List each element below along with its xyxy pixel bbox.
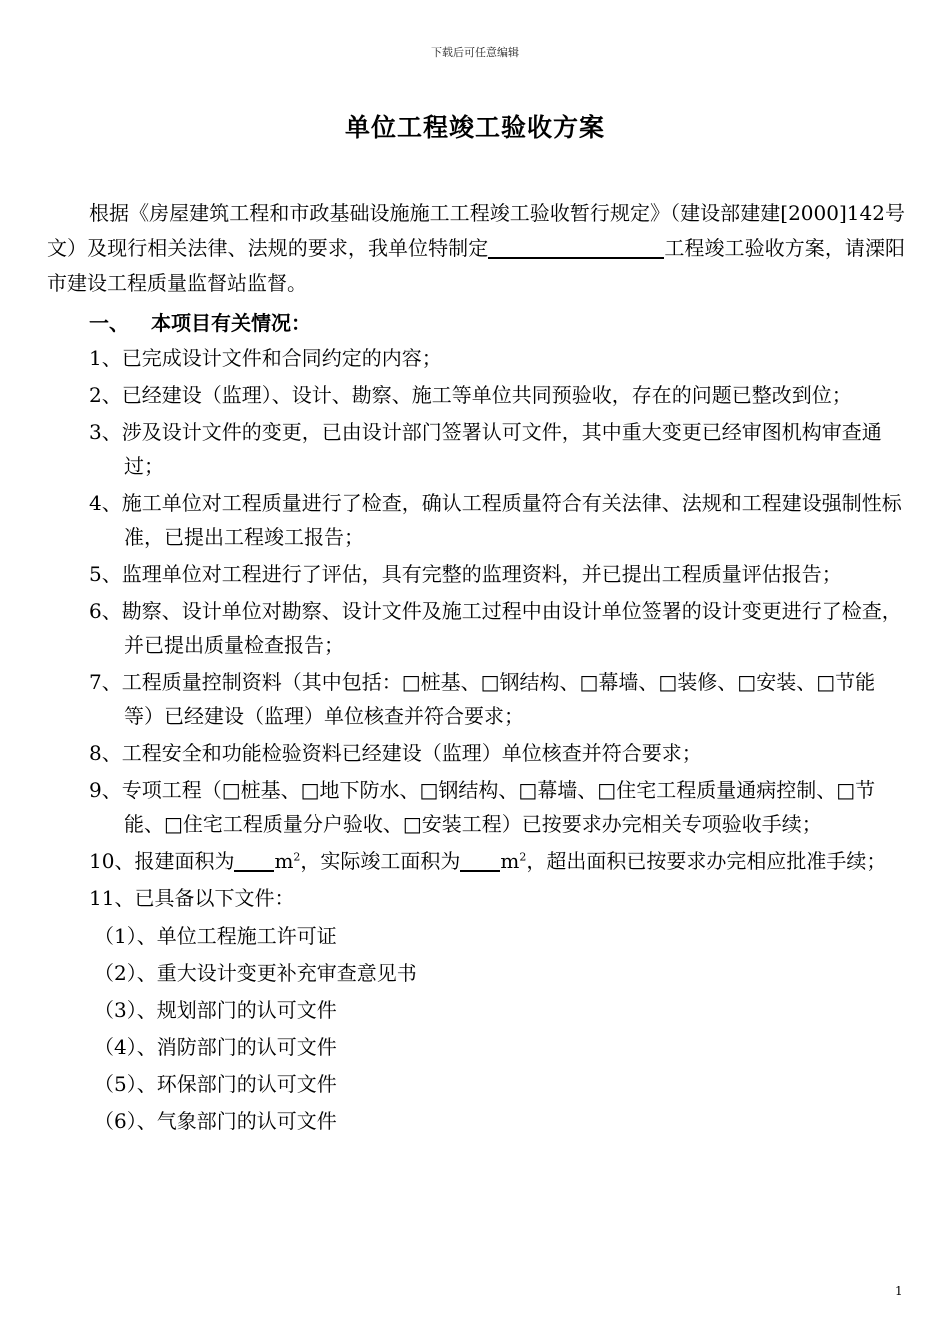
reported-area-blank	[234, 846, 274, 872]
section-heading	[89, 305, 905, 341]
list-item: 5、监理单位对工程进行了评估，具有完整的监理资料，并已提出工程质量评估报告；	[89, 562, 842, 586]
area-unit-superscript: 2	[519, 850, 527, 864]
area-text-end: ，超出面积已按要求办完相应批准手续；	[526, 849, 887, 873]
intro-text-end: 工程竣工验收方案，请溧阳市建设工程质量监督站监督。	[47, 236, 906, 295]
file-item: （2）、重大设计变更补充审查意见书	[94, 961, 417, 985]
intro-paragraph	[47, 196, 905, 301]
list-item: 4、施工单位对工程质量进行了检查，确认工程质量符合有关法律、法规和工程建设强制性标准，已提出工程竣工报告；	[89, 491, 902, 549]
section-title: 本项目有关情况：	[151, 311, 311, 335]
file-item: （6）、气象部门的认可文件	[94, 1109, 337, 1133]
list-item: 7、工程质量控制资料（其中包括：□桩基、□钢结构、□幕墙、□装修、□安装、□节能等）已经建设（监理）单位核查并符合要求；	[89, 670, 876, 728]
page-header-note: 下载后可任意编辑	[431, 46, 519, 59]
file-item: （5）、环保部门的认可文件	[94, 1072, 337, 1096]
area-unit-superscript: 2	[293, 850, 301, 864]
area-text-middle: ，实际竣工面积为	[300, 849, 461, 873]
area-unit: m	[500, 849, 520, 873]
file-item: （4）、消防部门的认可文件	[94, 1035, 337, 1059]
file-item: （3）、规划部门的认可文件	[94, 998, 337, 1022]
section-number: 一、	[89, 311, 129, 335]
actual-area-blank	[460, 846, 500, 872]
list-item-area	[89, 844, 905, 878]
intro-text-start: 根据《房屋建筑工程和市政基础设施施工工程竣工验收暂行规定》（建设部建建[2000]142号文）及现行相关法律、法规的要求，我单位特制定	[47, 201, 905, 260]
document-body	[47, 196, 905, 1140]
area-unit: m	[274, 849, 294, 873]
list-item: 1、已完成设计文件和合同约定的内容；	[89, 346, 442, 370]
area-text-start: 10、报建面积为	[89, 849, 235, 873]
page-number: 1	[895, 1284, 903, 1298]
list-item: 11、已具备以下文件：	[89, 886, 295, 910]
document-title: 单位工程竣工验收方案	[344, 113, 605, 142]
list-item: 3、涉及设计文件的变更，已由设计部门签署认可文件，其中重大变更已经审图机构审查通过；	[89, 420, 882, 478]
project-name-blank	[488, 233, 664, 259]
list-item: 8、工程安全和功能检验资料已经建设（监理）单位核查并符合要求；	[89, 741, 702, 765]
list-item: 9、专项工程（□桩基、□地下防水、□钢结构、□幕墙、□住宅工程质量通病控制、□节能、□住宅工程质量分户验收、□安装工程）已按要求办完相关专项验收手续；	[89, 778, 876, 836]
list-item: 6、勘察、设计单位对勘察、设计文件及施工过程中由设计单位签署的设计变更进行了检查，并已提出质量检查报告；	[89, 599, 902, 657]
file-item: （1）、单位工程施工许可证	[94, 924, 337, 948]
list-item: 2、已经建设（监理）、设计、勘察、施工等单位共同预验收，存在的问题已整改到位；	[89, 383, 852, 407]
